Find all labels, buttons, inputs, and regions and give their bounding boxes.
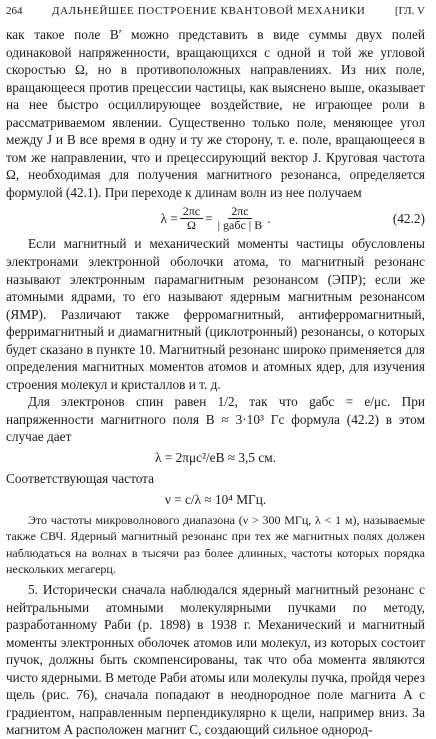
paragraph-1: как такое поле B′ можно представить в виде суммы двух полей одинаковой напряженности, вращающихся с одной и той же угловой скоростью Ω, но в противоположных направлениях. Из них поле, вращающееся против прецессии частицы, как выяснено выше, оказывает на нее быстро осциллирующее воздействие, не играющее роли в рассматриваемом явлении. Существенно только поле, меняющее угол между J и B все время в одну и ту же сторону, т. е. поле, вращающееся в том же направлении, что и прецессирующий вектор J. Круговая частота Ω, необходимая для получения магнитного резонанса, определяется формулой (42.1). При переходе к длинам волн из нее получаем xyxy=(6,27,425,200)
paragraph-4: Соответствующая частота xyxy=(6,471,155,487)
paragraph-2: Если магнитный и механический моменты частицы обусловлены электронами электронной оболочки атома, то магнитный резонанс называют электронным парамагнитным резонансом (ЭПР); если же атомными ядрами, то его называют ядерным магнитным резонансом (ЯМР). Различают также ферромагнитный, антиферромагнитный, ферримагнитный и диамагнитный (циклотронный) резонансы, о которых будет сказано в пункте 10. Магнитный резонанс широко применяется для определения магнитных моментов атомов и атомных ядер, для изучения строения молекул и кристаллов и т. д. xyxy=(6,236,425,392)
page-number: 264 xyxy=(6,5,23,17)
formula-42-2 xyxy=(6,203,425,233)
formula-equals: = xyxy=(205,210,213,226)
fraction-2 xyxy=(215,205,266,232)
running-header xyxy=(6,4,425,26)
fraction-2-denominator: | gабс | B xyxy=(217,217,263,232)
formula-lhs: λ = xyxy=(160,210,178,226)
equation-number: (42.2) xyxy=(392,210,425,226)
chapter-label: [ГЛ. V xyxy=(394,5,425,17)
formula-tail: . xyxy=(267,210,271,226)
formula-wavelength xyxy=(6,448,425,468)
formula-wavelength-text: λ = 2πμc²/eB ≈ 3,5 см. xyxy=(155,450,276,466)
fraction-1-denominator: Ω xyxy=(186,217,196,232)
paragraph-3: Для электронов спин равен 1/2, так что gабс = e/μc. При напряженности магнитного поля B ≈ 3·10³ Гс формула (42.2) в этом случае дает xyxy=(6,394,425,445)
paragraph-5: Это частоты микроволнового диапазона (ν > 300 МГц, λ < 1 м), называемые также СВЧ. Ядерный магнитный резонанс при тех же магнитных полях должен наблюдаться на волнах в тысячи раз более длинных, частоты которых порядка нескольких мегагерц. xyxy=(6,512,425,577)
fraction-1-numerator: 2πc xyxy=(180,205,203,219)
formula-frequency-text: ν = c/λ ≈ 10⁴ МГц. xyxy=(164,491,267,507)
paragraph-6: 5. Исторически сначала наблюдался ядерный магнитный резонанс с нейтральными атомными молекулярными пучками по методу, разработанному Раби (р. 1898) в 1938 г. Механический и магнитный моменты электронных оболочек атомов или молекул, из которых состоит пучок, должны быть скомпенсированы, так что оба момента являются чисто ядерными. В методе Раби атомы или молекулы пучка, пройдя через щель (рис. 76), сначала попадают в неоднородное поле магнита A с градиентом, направленным перпендикулярно к щели, например вниз. За магнитом A расположен магнит C, создающий сильное однород- xyxy=(6,581,425,738)
fraction-1 xyxy=(180,205,203,232)
fraction-2-numerator: 2πc xyxy=(228,205,251,219)
formula-frequency xyxy=(6,490,425,510)
small-print-block xyxy=(6,512,425,578)
running-title: ДАЛЬНЕЙШЕЕ ПОСТРОЕНИЕ КВАНТОВОЙ МЕХАНИКИ xyxy=(52,5,366,17)
